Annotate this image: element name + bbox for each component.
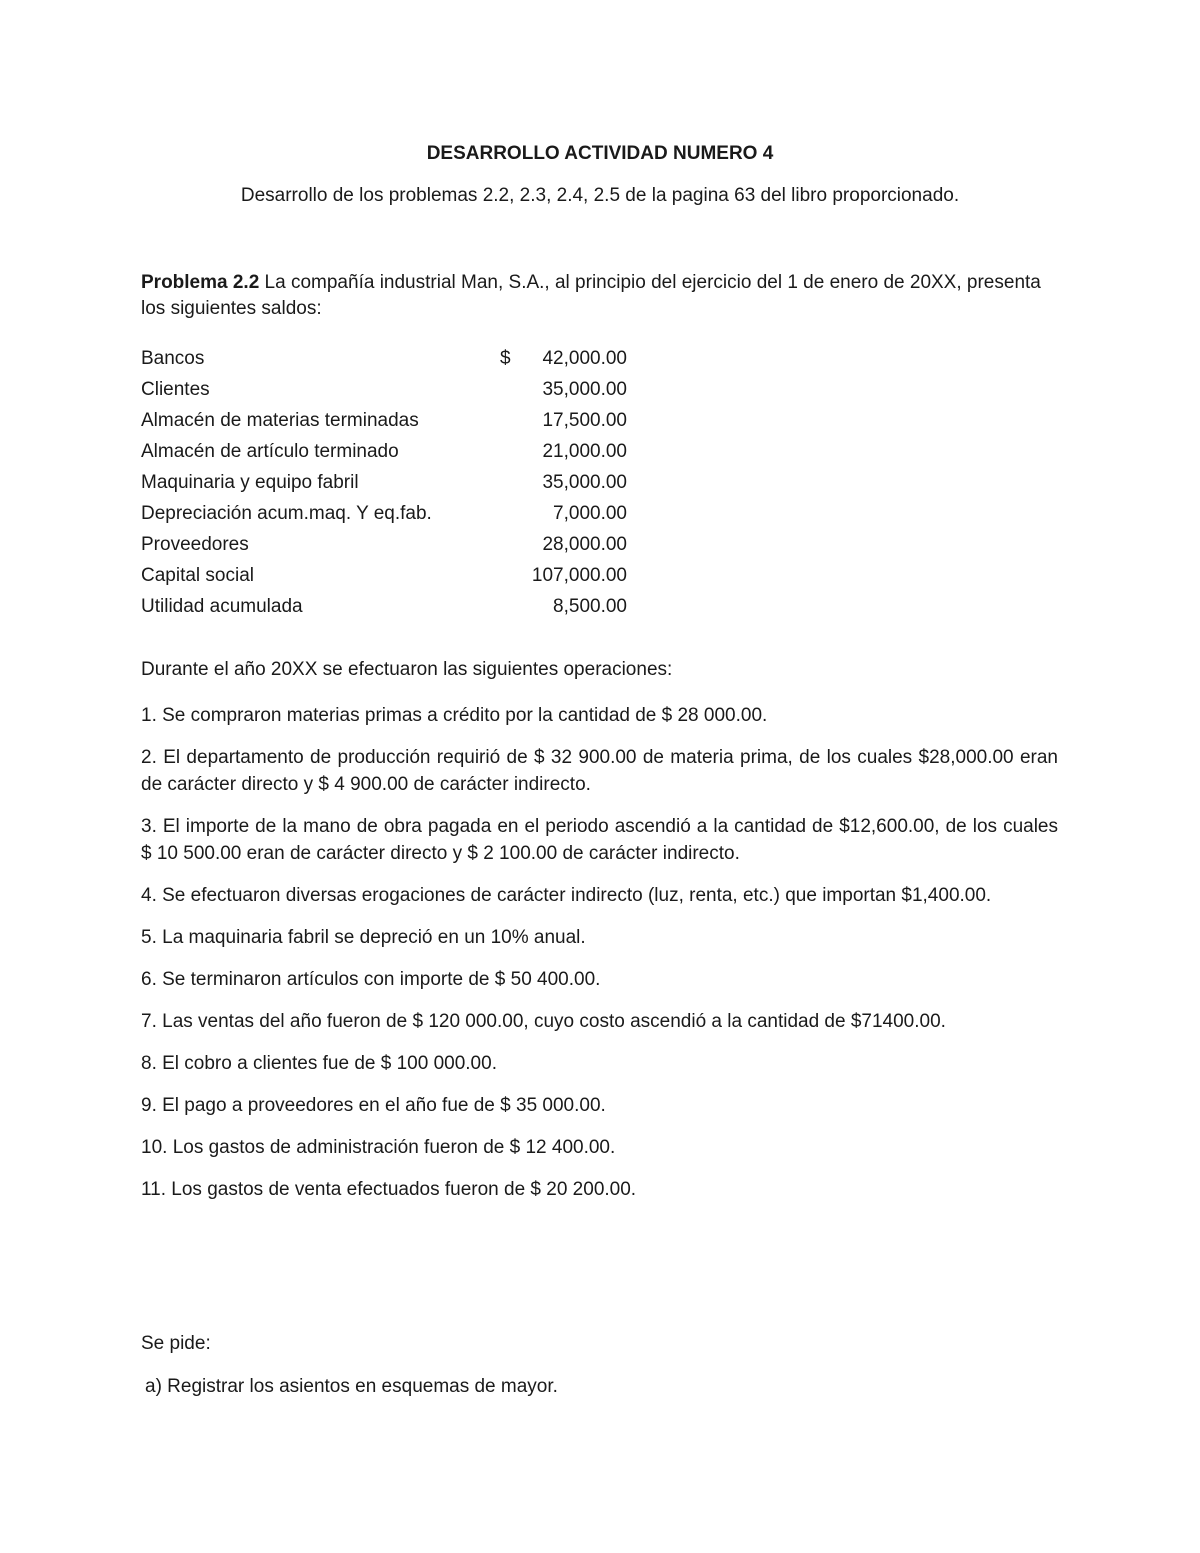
problem-statement: La compañía industrial Man, S.A., al principio del ejercicio del 1 de enero de 20XX, presenta los siguientes saldos:: [141, 272, 1041, 319]
operation-item: 5. La maquinaria fabril se depreció en un 10% anual.: [141, 927, 586, 948]
balance-label: Proveedores: [141, 534, 249, 555]
request-item-a: a) Registrar los asientos en esquemas de mayor.: [145, 1376, 558, 1397]
operation-item: 11. Los gastos de venta efectuados fueron de $ 20 200.00.: [141, 1179, 637, 1200]
operation-item: 2. El departamento de producción requirió de $ 32 900.00 de materia prima, de los cuales $28,000.00 eran de carácter directo y $ 4 900.00 de carácter indirecto.: [141, 747, 1058, 795]
page-title: DESARROLLO ACTIVIDAD NUMERO 4: [426, 143, 774, 164]
page-subtitle: Desarrollo de los problemas 2.2, 2.3, 2.4, 2.5 de la pagina 63 del libro proporcionado.: [240, 185, 960, 206]
balance-label: Depreciación acum.maq. Y eq.fab.: [141, 503, 432, 524]
balance-row: [141, 343, 631, 374]
operation-item: 8. El cobro a clientes fue de $ 100 000.00.: [141, 1053, 497, 1074]
balance-amount: 107,000.00: [531, 565, 627, 586]
balance-amount: 35,000.00: [542, 472, 627, 493]
problem-intro: [141, 270, 1059, 322]
balance-label: Capital social: [141, 565, 254, 586]
balance-row: [141, 467, 631, 498]
balance-amount: 42,000.00: [542, 348, 627, 369]
balance-row: [141, 560, 631, 591]
operation-item: 6. Se terminaron artículos con importe de $ 50 400.00.: [141, 969, 601, 990]
operation-item: 3. El importe de la mano de obra pagada en el periodo ascendió a la cantidad de $12,600.00, de los cuales $ 10 500.00 eran de carácter directo y $ 2 100.00 de carácter indirecto.: [141, 816, 1058, 864]
balance-amount: 21,000.00: [542, 441, 627, 462]
balance-row: [141, 591, 631, 622]
currency-symbol: $: [500, 348, 511, 369]
operation-item: 10. Los gastos de administración fueron de $ 12 400.00.: [141, 1137, 616, 1158]
operation-item: 1. Se compraron materias primas a crédito por la cantidad de $ 28 000.00.: [141, 705, 768, 726]
request-heading: Se pide:: [141, 1333, 211, 1354]
operation-item: 9. El pago a proveedores en el año fue de $ 35 000.00.: [141, 1095, 606, 1116]
balance-label: Almacén de materias terminadas: [141, 410, 419, 431]
balance-row: [141, 436, 631, 467]
operations-intro: Durante el año 20XX se efectuaron las siguientes operaciones:: [141, 659, 673, 680]
balance-amount: 7,000.00: [553, 503, 627, 524]
balance-label: Clientes: [141, 379, 210, 400]
operation-item: 4. Se efectuaron diversas erogaciones de carácter indirecto (luz, renta, etc.) que importan $1,400.00.: [141, 885, 992, 906]
balance-label: Maquinaria y equipo fabril: [141, 472, 359, 493]
balance-amount: 17,500.00: [542, 410, 627, 431]
balance-row: [141, 405, 631, 436]
balance-row: [141, 374, 631, 405]
balance-label: Bancos: [141, 348, 205, 369]
balance-amount: 8,500.00: [553, 596, 627, 617]
balance-row: [141, 529, 631, 560]
balance-label: Almacén de artículo terminado: [141, 441, 399, 462]
balance-row: [141, 498, 631, 529]
balance-amount: 28,000.00: [542, 534, 627, 555]
operations-list: [141, 702, 1058, 1218]
problem-label: Problema 2.2: [141, 272, 260, 293]
balance-amount: 35,000.00: [542, 379, 627, 400]
operation-item: 7. Las ventas del año fueron de $ 120 000.00, cuyo costo ascendió a la cantidad de $71400.00.: [141, 1011, 946, 1032]
balance-label: Utilidad acumulada: [141, 596, 303, 617]
balances-table: [141, 343, 631, 622]
